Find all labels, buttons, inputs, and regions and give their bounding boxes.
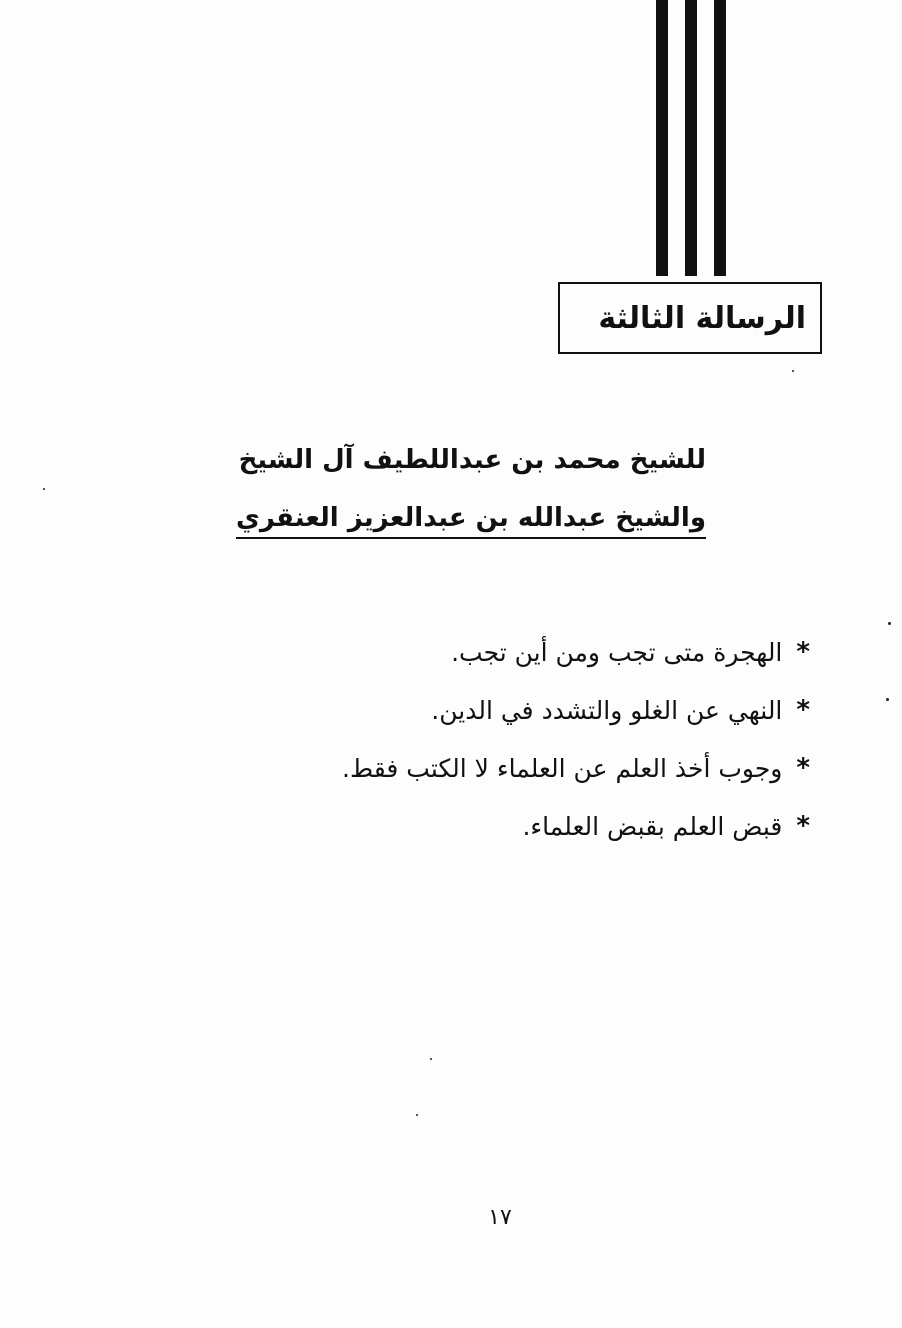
author-line-2: والشيخ عبدالله بن عبدالعزيز العنقري [236,503,706,539]
asterisk-icon: * [796,811,810,841]
chapter-title: الرسالة الثالثة [598,300,806,336]
topic-item [451,637,810,667]
topic-text: وجوب أخذ العلم عن العلماء لا الكتب فقط. [342,753,783,783]
scan-speck [792,370,794,372]
topic-item [431,695,810,725]
topic-item [522,811,810,841]
topic-text: الهجرة متى تجب ومن أين تجب. [451,637,783,667]
scan-speck [416,1114,418,1116]
decorative-bar-3 [714,0,726,276]
scan-speck [430,1058,432,1060]
topic-text: النهي عن الغلو والتشدد في الدين. [431,695,783,725]
page-number: ١٧ [488,1205,512,1230]
asterisk-icon: * [796,637,810,667]
asterisk-icon: * [796,695,810,725]
author-line-1: للشيخ محمد بن عبداللطيف آل الشيخ [238,445,706,475]
scan-speck [43,488,45,490]
chapter-title-box [558,282,822,354]
topic-text: قبض العلم بقبض العلماء. [522,811,783,841]
decorative-bar-1 [656,0,668,276]
scan-speck [888,622,891,625]
asterisk-icon: * [796,753,810,783]
scan-speck [886,698,889,701]
topic-item [342,753,810,783]
decorative-bar-2 [685,0,697,276]
